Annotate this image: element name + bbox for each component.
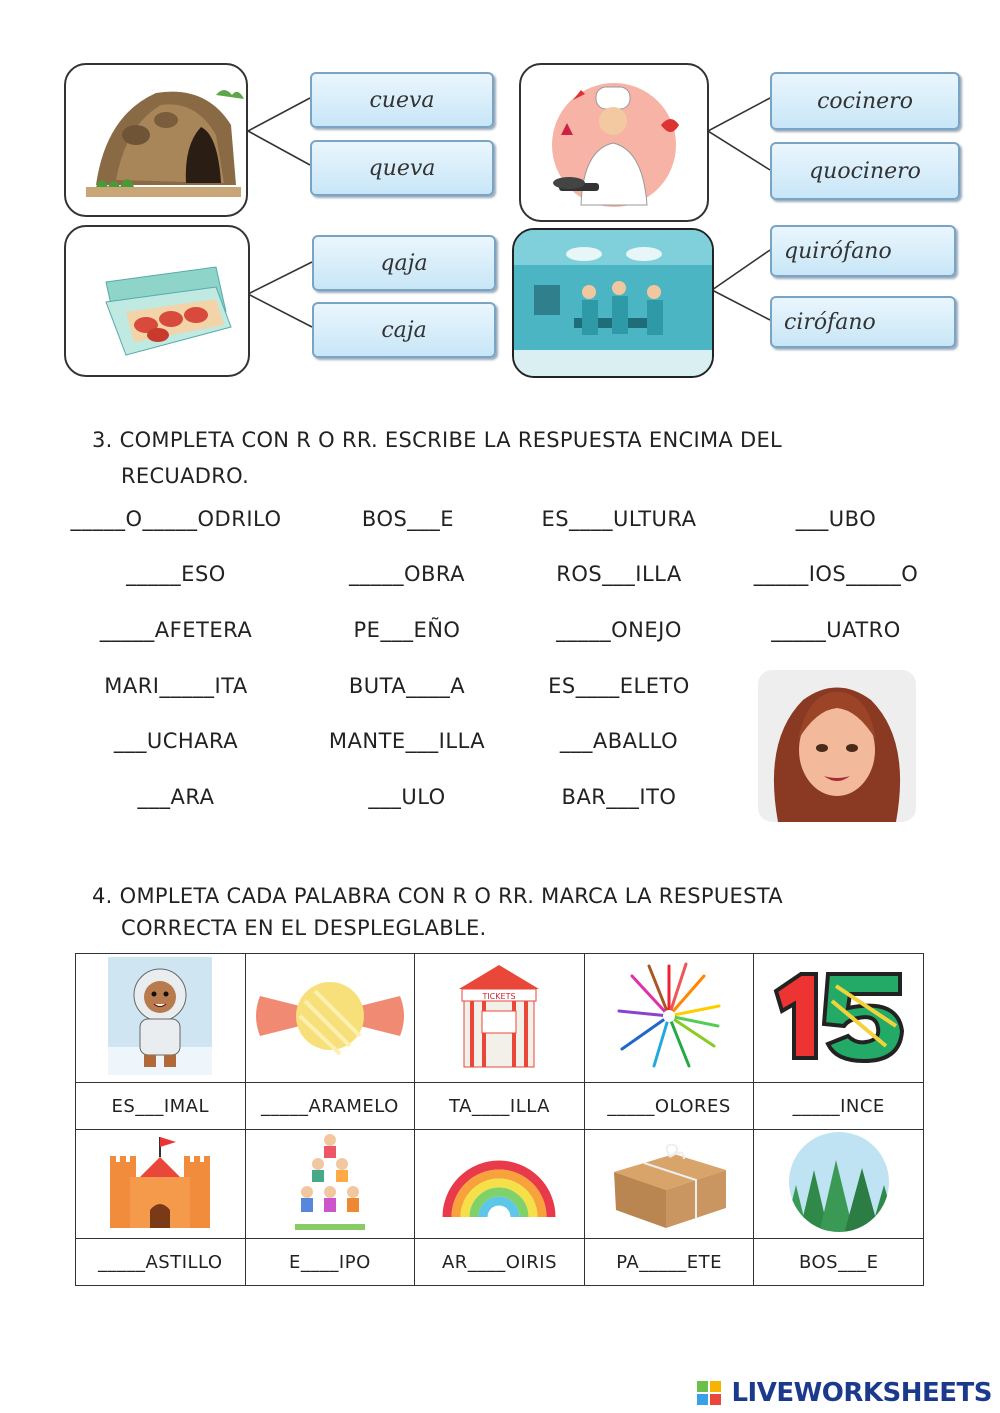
cell-package-image — [584, 1130, 754, 1239]
word-item[interactable]: PE___EÑO — [353, 618, 461, 642]
word-item[interactable]: BAR___ITO — [561, 785, 677, 809]
candy-picture — [250, 976, 410, 1056]
ticket-booth-picture — [454, 961, 544, 1071]
word-item[interactable]: _____OBRA — [348, 562, 466, 586]
label-cell[interactable]: E____IPO — [245, 1239, 415, 1286]
label-cell[interactable]: ES___IMAL — [76, 1083, 246, 1130]
word-item[interactable]: _____ESO — [126, 562, 226, 586]
label-cell[interactable]: _____ARAMELO — [245, 1083, 415, 1130]
rainbow-picture — [439, 1142, 559, 1222]
cell-ticket-booth-image — [415, 954, 585, 1083]
ticket-text: TICKETS — [482, 992, 517, 1001]
cell-candy-image — [245, 954, 415, 1083]
exercise3-title-line1: 3. COMPLETA CON R O RR. ESCRIBE LA RESPUESTA ENCIMA DEL — [92, 428, 783, 452]
box-picture — [66, 227, 248, 375]
number-15-picture — [766, 966, 912, 1066]
word-item[interactable]: ___ARA — [137, 785, 215, 809]
eskimo-picture — [108, 957, 212, 1075]
operating-room-image-box — [512, 228, 714, 378]
option-cocinero[interactable]: cocinero — [770, 72, 960, 130]
word-item[interactable]: MANTE___ILLA — [328, 729, 486, 753]
liveworksheets-brand[interactable]: LIVEWORKSHEETS — [731, 1378, 992, 1408]
word-item[interactable]: ___ULO — [368, 785, 446, 809]
exercise3-title-line2: RECUADRO. — [121, 464, 250, 488]
word-item[interactable]: _____AFETERA — [99, 618, 253, 642]
cell-colored-pencils-image — [584, 954, 754, 1083]
option-queva[interactable]: queva — [310, 140, 494, 196]
label-cell[interactable]: AR____OIRIS — [415, 1239, 585, 1286]
cell-number-15-image — [754, 954, 924, 1083]
word-item[interactable]: ES____ELETO — [548, 674, 690, 698]
label-cell[interactable]: _____ASTILLO — [76, 1239, 246, 1286]
box-image-box — [64, 225, 250, 377]
castle-picture — [100, 1132, 220, 1232]
option-cueva[interactable]: cueva — [310, 72, 494, 128]
word-item[interactable]: ROS___ILLA — [556, 562, 682, 586]
operating-room-picture — [514, 230, 712, 376]
word-item[interactable]: BUTA____A — [348, 674, 466, 698]
label-cell[interactable]: _____OLORES — [584, 1083, 754, 1130]
exercise4-title-line1: 4. OMPLETA CADA PALABRA CON R O RR. MARCA LA RESPUESTA — [92, 884, 783, 908]
cell-rainbow-image — [415, 1130, 585, 1239]
label-cell[interactable]: TA____ILLA — [415, 1083, 585, 1130]
word-item[interactable]: ___UBO — [795, 507, 877, 531]
word-item[interactable]: ___ABALLO — [559, 729, 679, 753]
cell-castle-image — [76, 1130, 246, 1239]
option-caja[interactable]: caja — [312, 302, 496, 358]
exercise4-table — [75, 953, 924, 1286]
option-quocinero[interactable]: quocinero — [770, 142, 960, 200]
colored-pencils-picture — [614, 961, 724, 1071]
liveworksheets-logo-icon — [697, 1381, 721, 1405]
package-picture — [604, 1132, 734, 1232]
word-item[interactable]: ES____ULTURA — [541, 507, 697, 531]
cave-picture — [66, 65, 246, 215]
cell-team-image — [245, 1130, 415, 1239]
option-quirofano[interactable]: quirófano — [770, 225, 956, 277]
cook-image-box — [519, 63, 709, 222]
cook-picture — [521, 65, 707, 220]
word-item[interactable]: _____IOS_____O — [753, 562, 919, 586]
word-item[interactable]: _____ONEJO — [556, 618, 682, 642]
cave-image-box — [64, 63, 248, 217]
exercise4-title-line2: CORRECTA EN EL DESPLEGLABLE. — [121, 916, 487, 940]
label-cell[interactable]: PA_____ETE — [584, 1239, 754, 1286]
cell-eskimo-image — [76, 954, 246, 1083]
word-item[interactable]: ___UCHARA — [113, 729, 239, 753]
word-item[interactable]: BOS___E — [361, 507, 455, 531]
cell-forest-image — [754, 1130, 924, 1239]
forest-picture — [784, 1130, 894, 1234]
teacher-avatar — [758, 670, 916, 822]
word-item[interactable]: _____UATRO — [771, 618, 901, 642]
option-cirofano[interactable]: cirófano — [770, 296, 956, 348]
word-item[interactable]: _____O_____ODRILO — [70, 507, 282, 531]
team-picture — [295, 1132, 365, 1232]
option-qaja[interactable]: qaja — [312, 235, 496, 291]
label-cell[interactable]: _____INCE — [754, 1083, 924, 1130]
word-item[interactable]: MARI_____ITA — [104, 674, 248, 698]
label-cell[interactable]: BOS___E — [754, 1239, 924, 1286]
